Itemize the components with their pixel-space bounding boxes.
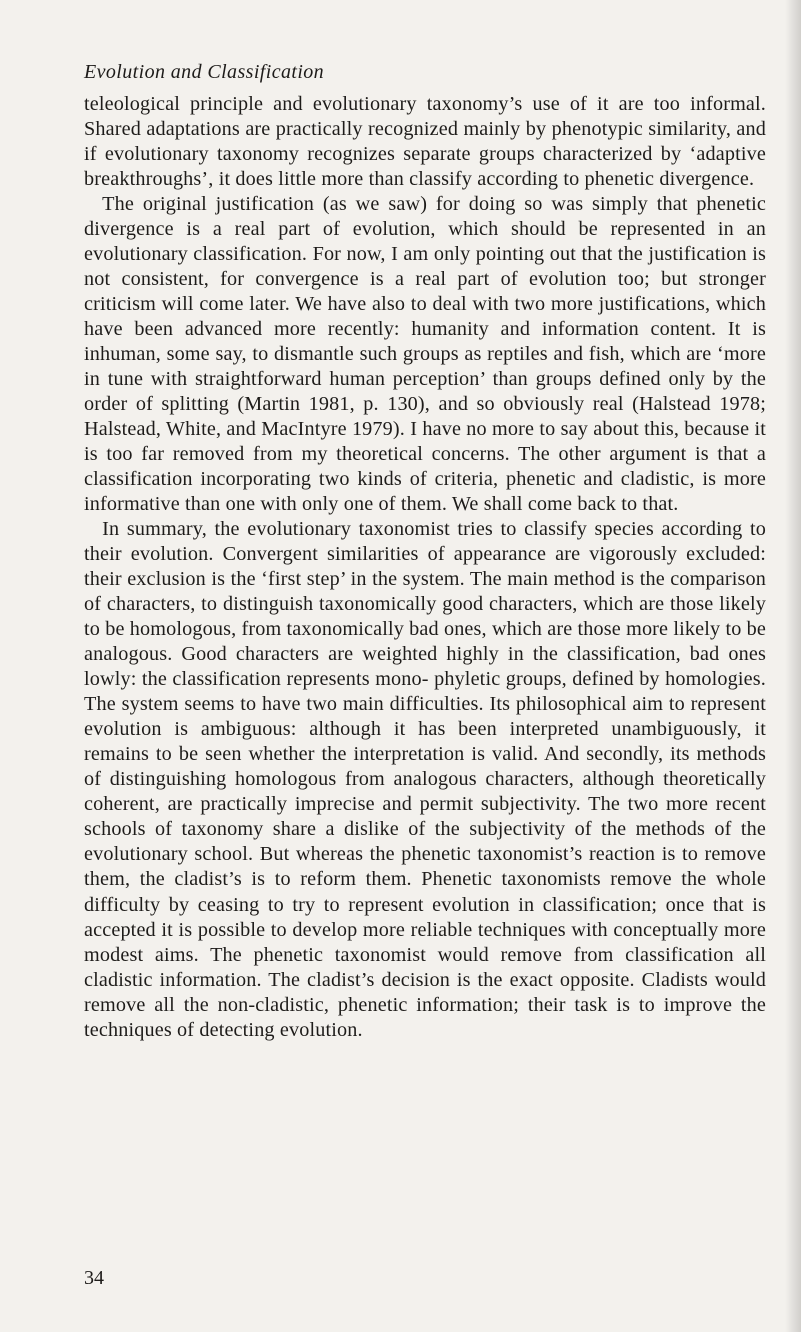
page-edge-shadow (785, 0, 801, 1332)
paragraph: In summary, the evolutionary taxonomist tries to classify species according to their evolution. Convergent similarities of appearance are vigorously excluded: their exclusion is the ‘first step’ in the system. The main method is the comparison of characters, to distinguish taxonomically good characters, which are those likely to be homologous, from taxonomically bad ones, which are those more likely to be analogous. Good characters are weighted highly in the classification, bad ones lowly: the classification represents mono- phyletic groups, defined by homologies. The system seems to have two main difficulties. Its philosophical aim to represent evolution is ambiguous: although it has been interpreted unambiguously, it remains to be seen whether the interpretation is valid. And secondly, its methods of distinguishing homologous from analogous characters, although theoretically coherent, are practically imprecise and permit subjectivity. The two more recent schools of taxonomy share a dislike of the subjectivity of the methods of the evolutionary school. But whereas the phenetic taxonomist’s reaction is to remove them, the cladist’s is to reform them. Phenetic taxonomists remove the whole difficulty by ceasing to try to represent evolution in classification; once that is accepted it is possible to develop more reliable techniques with conceptually more modest aims. The phenetic taxonomist would remove from classification all cladistic information. The cladist’s decision is the exact opposite. Cladists would remove all the non-cladistic, phenetic information; their task is to improve the techniques of detecting evolution. (84, 518, 766, 1041)
running-head: Evolution and Classification (84, 61, 325, 83)
paragraph: teleological principle and evolutionary taxonomy’s use of it are too informal. Shared adaptations are practically recognized mainly by phenotypic similarity, and if evolutionary taxonomy recognizes separate groups characterized by ‘adaptive breakthroughs’, it does little more than classify according to phenetic divergence. (84, 93, 766, 191)
book-page (84, 60, 766, 1043)
page-number: 34 (84, 1267, 104, 1289)
body-text (84, 92, 766, 1043)
paragraph: The original justification (as we saw) for doing so was simply that phenetic divergence is a real part of evolution, which should be represented in an evolutionary classification. For now, I am only pointing out that the justification is not consistent, for convergence is a real part of evolution too; but stronger criticism will come later. We have also to deal with two more justifications, which have been advanced more recently: humanity and information content. It is inhuman, some say, to dismantle such groups as reptiles and fish, which are ‘more in tune with straightforward human perception’ than groups defined only by the order of splitting (Martin 1981, p. 130), and so obviously real (Halstead 1978; Halstead, White, and MacIntyre 1979). I have no more to say about this, because it is too far removed from my theoretical concerns. The other argument is that a classification incorporating two kinds of criteria, phenetic and cladistic, is more informative than one with only one of them. We shall come back to that. (84, 193, 766, 516)
